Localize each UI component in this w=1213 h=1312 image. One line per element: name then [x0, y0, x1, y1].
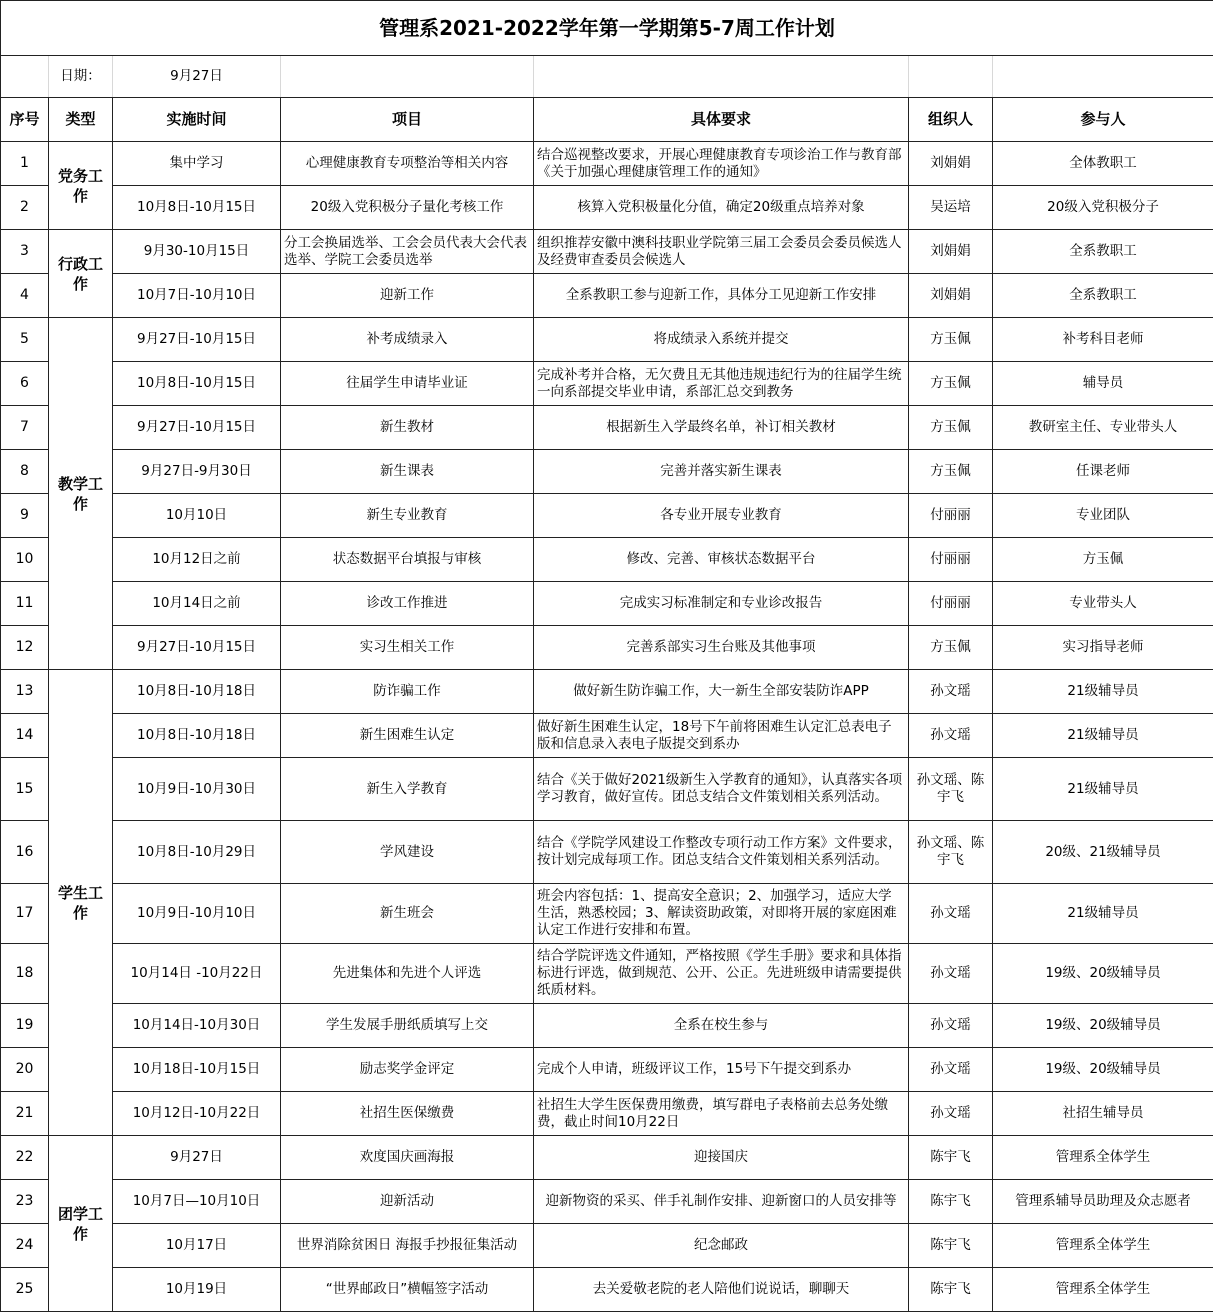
row-seq: 10 — [1, 538, 49, 582]
row-organizer: 孙文瑶 — [909, 670, 993, 714]
table-row — [1, 142, 1213, 186]
row-time: 10月8日-10月29日 — [113, 821, 281, 884]
row-time: 10月8日-10月18日 — [113, 670, 281, 714]
row-participants: 教研室主任、专业带头人 — [993, 406, 1213, 450]
date-blank — [909, 56, 993, 98]
table-row — [1, 1048, 1213, 1092]
page-title: 管理系2021-2022学年第一学期第5-7周工作计划 — [1, 1, 1213, 56]
row-requirement: 核算入党积极量化分值，确定20级重点培养对象 — [534, 186, 909, 230]
row-item: 世界消除贫困日 海报手抄报征集活动 — [281, 1224, 534, 1268]
row-time: 10月12日-10月22日 — [113, 1092, 281, 1136]
row-participants: 实习指导老师 — [993, 626, 1213, 670]
row-organizer: 方玉佩 — [909, 406, 993, 450]
row-time: 10月12日之前 — [113, 538, 281, 582]
table-row — [1, 1004, 1213, 1048]
row-requirement: 班会内容包括：1、提高安全意识；2、加强学习，适应大学生活，熟悉校园；3、解读资助政策，对即将开展的家庭困难认定工作进行安排和布置。 — [534, 884, 909, 944]
row-requirement: 结合巡视整改要求，开展心理健康教育专项诊治工作与教育部《关于加强心理健康管理工作的通知》 — [534, 142, 909, 186]
row-seq: 13 — [1, 670, 49, 714]
row-time: 10月7日—10月10日 — [113, 1180, 281, 1224]
row-requirement: 全系教职工参与迎新工作，具体分工见迎新工作安排 — [534, 274, 909, 318]
table-row — [1, 362, 1213, 406]
row-item: 新生班会 — [281, 884, 534, 944]
row-organizer: 刘娟娟 — [909, 142, 993, 186]
row-seq: 2 — [1, 186, 49, 230]
row-time: 10月9日-10月10日 — [113, 884, 281, 944]
row-participants: 任课老师 — [993, 450, 1213, 494]
row-seq: 6 — [1, 362, 49, 406]
row-time: 10月9日-10月30日 — [113, 758, 281, 821]
row-time: 9月27日-10月15日 — [113, 318, 281, 362]
row-requirement: 完成补考并合格，无欠费且无其他违规违纪行为的往届学生统一向系部提交毕业申请，系部汇总交到教务 — [534, 362, 909, 406]
row-participants: 20级入党积极分子 — [993, 186, 1213, 230]
row-item: 迎新工作 — [281, 274, 534, 318]
row-organizer: 刘娟娟 — [909, 230, 993, 274]
row-organizer: 吴运培 — [909, 186, 993, 230]
row-organizer: 孙文瑶 — [909, 1092, 993, 1136]
table-row — [1, 884, 1213, 944]
row-organizer: 陈宇飞 — [909, 1180, 993, 1224]
row-participants: 19级、20级辅导员 — [993, 944, 1213, 1004]
row-requirement: 结合《学院学风建设工作整改专项行动工作方案》文件要求，按计划完成每项工作。团总支结合文件策划相关系列活动。 — [534, 821, 909, 884]
row-requirement: 做好新生困难生认定，18号下午前将困难生认定汇总表电子版和信息录入表电子版提交到系办 — [534, 714, 909, 758]
row-item: 新生课表 — [281, 450, 534, 494]
row-time: 9月27日-10月15日 — [113, 626, 281, 670]
row-item: 实习生相关工作 — [281, 626, 534, 670]
header-time: 实施时间 — [113, 98, 281, 142]
date-blank — [281, 56, 534, 98]
row-participants: 21级辅导员 — [993, 884, 1213, 944]
row-seq: 12 — [1, 626, 49, 670]
row-organizer: 孙文瑶 — [909, 1048, 993, 1092]
row-participants: 专业团队 — [993, 494, 1213, 538]
row-organizer: 陈宇飞 — [909, 1268, 993, 1312]
row-seq: 5 — [1, 318, 49, 362]
category-admin: 行政工作 — [49, 230, 113, 318]
row-seq: 18 — [1, 944, 49, 1004]
table-row — [1, 230, 1213, 274]
row-item: 迎新活动 — [281, 1180, 534, 1224]
row-item: 励志奖学金评定 — [281, 1048, 534, 1092]
row-time: 10月17日 — [113, 1224, 281, 1268]
row-requirement: 做好新生防诈骗工作，大一新生全部安装防诈APP — [534, 670, 909, 714]
row-item: 往届学生申请毕业证 — [281, 362, 534, 406]
date-value: 9月27日 — [113, 56, 281, 98]
table-row — [1, 1268, 1213, 1312]
table-row — [1, 406, 1213, 450]
row-requirement: 完成实习标准制定和专业诊改报告 — [534, 582, 909, 626]
row-seq: 15 — [1, 758, 49, 821]
header-row — [1, 98, 1213, 142]
row-requirement: 根据新生入学最终名单，补订相关教材 — [534, 406, 909, 450]
row-participants: 管理系辅导员助理及众志愿者 — [993, 1180, 1213, 1224]
date-blank — [534, 56, 909, 98]
row-item: 心理健康教育专项整治等相关内容 — [281, 142, 534, 186]
row-organizer: 孙文瑶、陈宇飞 — [909, 758, 993, 821]
row-time: 10月18日-10月15日 — [113, 1048, 281, 1092]
row-seq: 24 — [1, 1224, 49, 1268]
row-time: 10月8日-10月15日 — [113, 186, 281, 230]
table-row — [1, 821, 1213, 884]
row-participants: 全系教职工 — [993, 274, 1213, 318]
row-seq: 21 — [1, 1092, 49, 1136]
row-organizer: 方玉佩 — [909, 626, 993, 670]
row-organizer: 付丽丽 — [909, 538, 993, 582]
header-type: 类型 — [49, 98, 113, 142]
table-row — [1, 670, 1213, 714]
row-item: 学生发展手册纸质填写上交 — [281, 1004, 534, 1048]
row-item: 分工会换届选举、工会会员代表大会代表选举、学院工会委员选举 — [281, 230, 534, 274]
row-requirement: 修改、完善、审核状态数据平台 — [534, 538, 909, 582]
row-item: 学风建设 — [281, 821, 534, 884]
table-row — [1, 494, 1213, 538]
row-item: “世界邮政日”横幅签字活动 — [281, 1268, 534, 1312]
row-time: 10月14日-10月30日 — [113, 1004, 281, 1048]
row-seq: 23 — [1, 1180, 49, 1224]
row-participants: 19级、20级辅导员 — [993, 1004, 1213, 1048]
row-requirement: 纪念邮政 — [534, 1224, 909, 1268]
table-row — [1, 758, 1213, 821]
row-time: 9月27日-10月15日 — [113, 406, 281, 450]
header-requirement: 具体要求 — [534, 98, 909, 142]
row-participants: 管理系全体学生 — [993, 1224, 1213, 1268]
row-organizer: 陈宇飞 — [909, 1136, 993, 1180]
header-seq: 序号 — [1, 98, 49, 142]
row-item: 先进集体和先进个人评选 — [281, 944, 534, 1004]
row-time: 9月30-10月15日 — [113, 230, 281, 274]
date-label: 日期： — [49, 56, 113, 98]
row-requirement: 结合《关于做好2021级新生入学教育的通知》，认真落实各项学习教育，做好宣传。团总支结合文件策划相关系列活动。 — [534, 758, 909, 821]
row-requirement: 完善并落实新生课表 — [534, 450, 909, 494]
row-seq: 16 — [1, 821, 49, 884]
row-participants: 21级辅导员 — [993, 670, 1213, 714]
row-requirement: 迎新物资的采买、伴手礼制作安排、迎新窗口的人员安排等 — [534, 1180, 909, 1224]
row-participants: 管理系全体学生 — [993, 1136, 1213, 1180]
row-organizer: 方玉佩 — [909, 362, 993, 406]
category-party: 党务工作 — [49, 142, 113, 230]
table-row — [1, 1224, 1213, 1268]
row-time: 10月8日-10月18日 — [113, 714, 281, 758]
table-row — [1, 1136, 1213, 1180]
row-item: 社招生医保缴费 — [281, 1092, 534, 1136]
row-participants: 全系教职工 — [993, 230, 1213, 274]
table-row — [1, 538, 1213, 582]
row-participants: 专业带头人 — [993, 582, 1213, 626]
row-participants: 20级、21级辅导员 — [993, 821, 1213, 884]
row-participants: 19级、20级辅导员 — [993, 1048, 1213, 1092]
table-row — [1, 274, 1213, 318]
header-participants: 参与人 — [993, 98, 1213, 142]
row-time: 9月27日 — [113, 1136, 281, 1180]
row-seq: 14 — [1, 714, 49, 758]
row-item: 新生困难生认定 — [281, 714, 534, 758]
row-organizer: 孙文瑶 — [909, 1004, 993, 1048]
row-participants: 21级辅导员 — [993, 714, 1213, 758]
row-item: 新生教材 — [281, 406, 534, 450]
row-time: 10月19日 — [113, 1268, 281, 1312]
table-row — [1, 714, 1213, 758]
row-seq: 17 — [1, 884, 49, 944]
row-item: 补考成绩录入 — [281, 318, 534, 362]
table-row — [1, 186, 1213, 230]
header-item: 项目 — [281, 98, 534, 142]
row-organizer: 陈宇飞 — [909, 1224, 993, 1268]
row-participants: 全体教职工 — [993, 142, 1213, 186]
table-row — [1, 1092, 1213, 1136]
row-organizer: 刘娟娟 — [909, 274, 993, 318]
row-time: 10月14日之前 — [113, 582, 281, 626]
row-organizer: 方玉佩 — [909, 318, 993, 362]
row-participants: 管理系全体学生 — [993, 1268, 1213, 1312]
row-participants: 方玉佩 — [993, 538, 1213, 582]
row-item: 防诈骗工作 — [281, 670, 534, 714]
row-participants: 社招生辅导员 — [993, 1092, 1213, 1136]
row-time: 10月14日 -10月22日 — [113, 944, 281, 1004]
table-row — [1, 318, 1213, 362]
row-seq: 9 — [1, 494, 49, 538]
row-requirement: 迎接国庆 — [534, 1136, 909, 1180]
table-row — [1, 626, 1213, 670]
row-item: 诊改工作推进 — [281, 582, 534, 626]
row-requirement: 完成个人申请，班级评议工作，15号下午提交到系办 — [534, 1048, 909, 1092]
row-seq: 8 — [1, 450, 49, 494]
date-blank — [993, 56, 1213, 98]
row-seq: 19 — [1, 1004, 49, 1048]
header-organizer: 组织人 — [909, 98, 993, 142]
row-requirement: 社招生大学生医保费用缴费，填写群电子表格前去总务处缴费，截止时间10月22日 — [534, 1092, 909, 1136]
row-time: 集中学习 — [113, 142, 281, 186]
table-row — [1, 582, 1213, 626]
row-item: 20级入党积极分子量化考核工作 — [281, 186, 534, 230]
row-organizer: 付丽丽 — [909, 494, 993, 538]
row-time: 10月7日-10月10日 — [113, 274, 281, 318]
row-participants: 21级辅导员 — [993, 758, 1213, 821]
row-requirement: 将成绩录入系统并提交 — [534, 318, 909, 362]
row-seq: 3 — [1, 230, 49, 274]
row-seq: 25 — [1, 1268, 49, 1312]
row-requirement: 去关爱敬老院的老人陪他们说说话，聊聊天 — [534, 1268, 909, 1312]
category-student: 学生工作 — [49, 670, 113, 1136]
table-row — [1, 450, 1213, 494]
row-organizer: 孙文瑶 — [909, 884, 993, 944]
category-teaching: 教学工作 — [49, 318, 113, 670]
row-requirement: 完善系部实习生台账及其他事项 — [534, 626, 909, 670]
row-organizer: 孙文瑶、陈宇飞 — [909, 821, 993, 884]
row-participants: 补考科目老师 — [993, 318, 1213, 362]
row-time: 10月8日-10月15日 — [113, 362, 281, 406]
row-seq: 7 — [1, 406, 49, 450]
row-participants: 辅导员 — [993, 362, 1213, 406]
row-organizer: 孙文瑶 — [909, 944, 993, 1004]
row-organizer: 付丽丽 — [909, 582, 993, 626]
row-time: 10月10日 — [113, 494, 281, 538]
date-blank — [1, 56, 49, 98]
row-seq: 4 — [1, 274, 49, 318]
table-row — [1, 944, 1213, 1004]
row-seq: 20 — [1, 1048, 49, 1092]
row-requirement: 组织推荐安徽中澳科技职业学院第三届工会委员会委员候选人及经费审查委员会候选人 — [534, 230, 909, 274]
row-seq: 11 — [1, 582, 49, 626]
row-time: 9月27日-9月30日 — [113, 450, 281, 494]
row-requirement: 各专业开展专业教育 — [534, 494, 909, 538]
row-item: 状态数据平台填报与审核 — [281, 538, 534, 582]
row-requirement: 全系在校生参与 — [534, 1004, 909, 1048]
row-seq: 1 — [1, 142, 49, 186]
row-organizer: 方玉佩 — [909, 450, 993, 494]
row-item: 欢度国庆画海报 — [281, 1136, 534, 1180]
row-requirement: 结合学院评选文件通知，严格按照《学生手册》要求和具体指标进行评选，做到规范、公开、公正。先进班级申请需要提供纸质材料。 — [534, 944, 909, 1004]
row-seq: 22 — [1, 1136, 49, 1180]
row-organizer: 孙文瑶 — [909, 714, 993, 758]
row-item: 新生入学教育 — [281, 758, 534, 821]
row-item: 新生专业教育 — [281, 494, 534, 538]
table-row — [1, 1180, 1213, 1224]
category-league: 团学工作 — [49, 1136, 113, 1312]
